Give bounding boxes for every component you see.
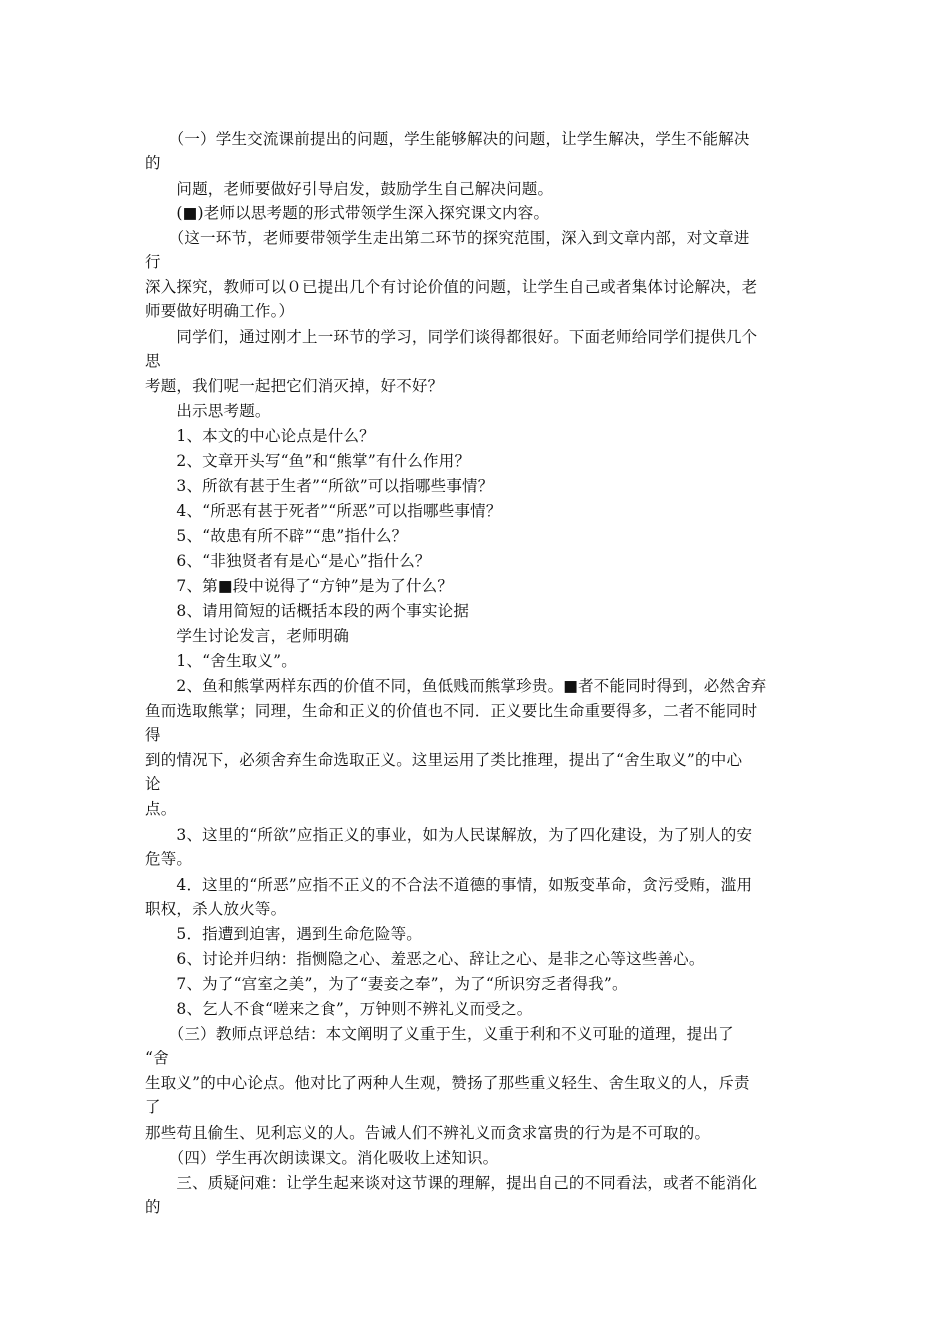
text-line: 点。	[145, 800, 177, 818]
text-line: （一）学生交流课前提出的问题，学生能够解决的问题，让学生解决，学生不能解决	[145, 130, 750, 148]
text-line: 危等。	[145, 850, 193, 868]
text-line: 思	[145, 352, 161, 370]
text-line: 3、所欲有甚于生者”“所欲”可以指哪些事情？	[145, 477, 494, 495]
text-line: 5、“故患有所不辟”“患”指什么？	[145, 527, 408, 545]
text-line: （三）教师点评总结：本文阐明了义重于生，义重于利和不义可耻的道理，提出了	[145, 1025, 734, 1043]
text-line: 2、文章开头写“鱼”和“熊掌”有什么作用？	[145, 452, 471, 470]
text-line: 8、乞人不食“嗟来之食”，万钟则不辨礼义而受之。	[145, 1000, 533, 1018]
text-line: （这一环节，老师要带领学生走出第二环节的探究范围，深入到文章内部，对文章进	[145, 229, 750, 247]
text-line: 2、鱼和熊掌两样东西的价值不同，鱼低贱而熊掌珍贵。■者不能同时得到，必然舍弃	[145, 677, 767, 695]
text-line: 论	[145, 775, 161, 793]
text-line: 师要做好明确工作。）	[145, 302, 295, 320]
text-line: 问题，老师要做好引导启发，鼓励学生自己解决问题。	[145, 180, 554, 198]
text-line: (■)老师以思考题的形式带领学生深入探究课文内容。	[145, 204, 550, 222]
text-line: 深入探究，教师可以０已提出几个有讨论价值的问题，让学生自己或者集体讨论解决，老	[145, 278, 758, 296]
text-line: 那些苟且偷生、见利忘义的人。告诫人们不辨礼义而贪求富贵的行为是不可取的。	[145, 1124, 711, 1142]
text-line: 到的情况下，必须舍弃生命选取正义。这里运用了类比推理，提出了“舍生取义”的中心	[145, 751, 743, 769]
text-line: 出示思考题。	[145, 402, 271, 420]
text-line: 的	[145, 154, 161, 172]
text-line: 5．指遭到迫害，遇到生命危险等。	[145, 925, 422, 943]
text-line: “舍	[145, 1049, 169, 1067]
text-line: 得	[145, 726, 161, 744]
text-line: （四）学生再次朗读课文。消化吸收上述知识。	[145, 1149, 499, 1167]
text-line: 4、“所恶有甚于死者”“所恶”可以指哪些事情？	[145, 502, 502, 520]
text-line: 4．这里的“所恶”应指不正义的不合法不道德的事情，如叛变革命，贪污受贿，滥用	[145, 876, 753, 894]
text-line: 7、为了“宫室之美”，为了“妻妾之奉”，为了“所识穷乏者得我”。	[145, 975, 628, 993]
text-line: 了	[145, 1098, 161, 1116]
text-line: 考题，我们呢一起把它们消灭掉，好不好？	[145, 377, 444, 395]
text-line: 1、本文的中心论点是什么？	[145, 427, 375, 445]
text-line: 鱼而选取熊掌；同理，生命和正义的价值也不同．正义要比生命重要得多，二者不能同时	[145, 702, 758, 720]
text-line: 行	[145, 253, 161, 271]
text-line: 3、这里的“所欲”应指正义的事业，如为人民谋解放，为了四化建设，为了别人的安	[145, 826, 753, 844]
text-line: 学生讨论发言，老师明确	[145, 627, 350, 645]
text-line: 7、第■段中说得了“方钟”是为了什么？	[145, 577, 454, 595]
text-line: 职权，杀人放火等。	[145, 900, 287, 918]
text-line: 三、质疑问难：让学生起来谈对这节课的理解，提出自己的不同看法，或者不能消化	[145, 1174, 758, 1192]
text-line: 6、讨论并归纳：指恻隐之心、羞恶之心、辞让之心、是非之心等这些善心。	[145, 950, 705, 968]
text-line: 的	[145, 1198, 161, 1216]
text-line: 同学们，通过刚才上一环节的学习，同学们谈得都很好。下面老师给同学们提供几个	[145, 328, 758, 346]
text-line: 6、“非独贤者有是心“是心”指什么？	[145, 552, 431, 570]
text-line: 生取义”的中心论点。他对比了两种人生观，赞扬了那些重义轻生、舍生取义的人，斥责	[145, 1074, 750, 1092]
text-line: 1、“舍生取义”。	[145, 652, 297, 670]
text-line: 8、请用简短的话概括本段的两个事实论据	[145, 602, 470, 620]
